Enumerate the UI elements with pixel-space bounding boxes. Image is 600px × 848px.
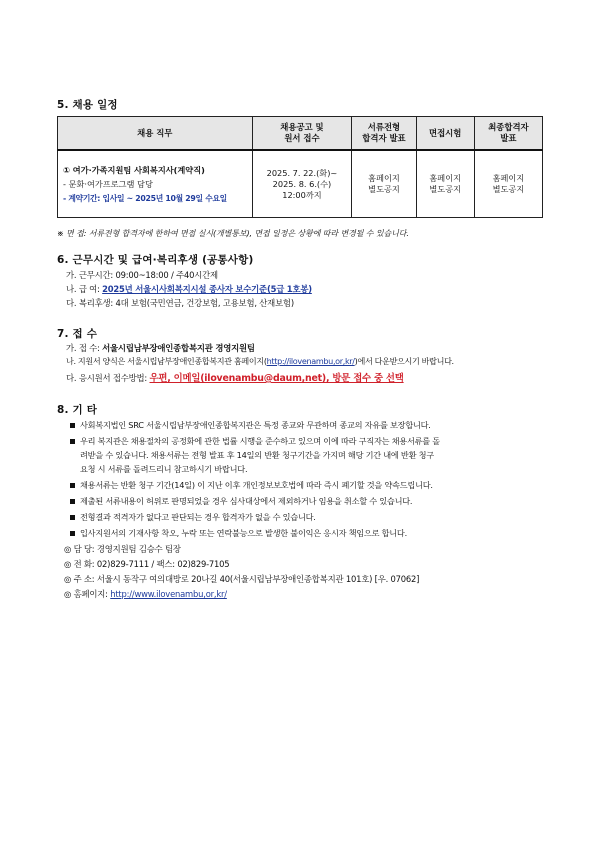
submit-method-value: 우편, 이메일(ilovenambu@daum,net), 방문 접수 중 선택 — [149, 373, 404, 384]
header-interview — [416, 117, 474, 151]
contact-address — [64, 573, 419, 585]
square-bullet-icon — [70, 423, 75, 428]
benefits-line — [66, 297, 294, 309]
contact-address-label: ◎ 주 소: — [64, 574, 95, 584]
contact-manager — [64, 543, 181, 555]
header-final-result — [474, 117, 542, 151]
job-desc: - 문화·여가프로그램 담당 — [63, 178, 153, 189]
cell-interview — [416, 150, 474, 218]
salary-value: 2025년 서울시사회복지시설 종사자 보수기준(5급 1호봉) — [102, 284, 312, 294]
header-apply — [252, 117, 352, 151]
bullet-text: 요청 시 서류를 돌려드리니 참고하시기 바랍니다. — [80, 464, 248, 474]
square-bullet-icon — [70, 499, 75, 504]
table-header-row — [58, 117, 543, 151]
header-doc-result-text: 서류전형 합격자 발표 — [362, 122, 406, 143]
bullet-text: 전형결과 적격자가 없다고 판단되는 경우 합격자가 없을 수 있습니다. — [80, 512, 316, 522]
bullet-text: 사회복지법인 SRC 서울시립남부장애인종합복지관은 특정 종교와 무관하며 종교의 자유를 보장합니다. — [80, 420, 431, 430]
square-bullet-icon — [70, 483, 75, 488]
salary-label: 나. 급 여: — [66, 284, 100, 294]
contact-phone-value: 02)829-7111 / 팩스: 02)829-7105 — [96, 559, 230, 569]
reception-line — [66, 342, 255, 354]
square-bullet-icon — [70, 531, 75, 536]
period-line3: 12:00까지 — [282, 189, 322, 200]
bullet-item — [70, 494, 543, 508]
doc-result-text: 홈페이지 별도공지 — [368, 173, 400, 194]
bullet-item — [70, 526, 543, 540]
contact-homepage — [64, 588, 227, 600]
section-8-title: 8. 기 타 — [57, 404, 98, 416]
header-job — [58, 117, 253, 151]
section-6-title: 6. 근무시간 및 급여·복리후생 (공통사항) — [57, 254, 254, 266]
bullet-text: 채용서류는 반환 청구 기간(14일) 이 지난 이후 개인정보보호법에 따라 즉시 폐기할 것을 약속드립니다. — [80, 480, 433, 490]
bullet-item — [70, 418, 543, 432]
period-line2: 2025. 8. 6.(수) — [272, 178, 332, 189]
header-job-text: 채용 직무 — [137, 127, 173, 138]
square-bullet-icon — [70, 515, 75, 520]
header-doc-result — [352, 117, 416, 151]
bullet-item — [70, 510, 543, 524]
header-interview-text: 면접시험 — [429, 127, 462, 138]
cell-final-result — [474, 150, 542, 218]
contact-phone — [64, 558, 229, 570]
header-final-result-text: 최종합격자 발표 — [488, 122, 529, 143]
form-download-label: 나. 지원서 양식은 서울시립남부장애인종합복지관 홈페이지( — [66, 356, 267, 366]
job-title: ① 여가·가족지원팀 사회복지사(계약직) — [63, 164, 205, 175]
reception-value: 서울시립남부장애인종합복지관 경영지원팀 — [102, 343, 255, 353]
form-download-line — [66, 356, 454, 367]
square-bullet-icon — [70, 439, 75, 444]
section-5-title: 5. 채용 일정 — [57, 99, 118, 111]
interview-note: ※ 면 접: 서류전형 합격자에 한하여 면접 실시(개별통보), 면접 일정은 상황에 따라 변경될 수 있습니다. — [57, 229, 409, 238]
contact-manager-label: ◎ 담 당: — [64, 544, 95, 554]
bullet-text: 제출된 서류내용이 허위로 판명되었을 경우 심사대상에서 제외하거나 임용을 취소할 수 있습니다. — [80, 496, 413, 506]
contact-address-value: 서울시 동작구 여의대방로 20나길 40(서울시립남부장애인종합복지관 101호) [우. 07062] — [96, 574, 420, 584]
work-hours-line — [66, 269, 218, 281]
form-download-suffix: )에서 다운받으시기 바랍니다. — [354, 356, 454, 366]
job-contract: - 계약기간: 입사일 ~ 2025년 10월 29일 수요일 — [63, 193, 227, 203]
submit-method-label: 다. 응시원서 접수방법: — [66, 373, 148, 383]
reception-label: 가. 접 수: — [66, 343, 100, 353]
cell-apply-period — [252, 150, 352, 218]
salary-line — [66, 283, 312, 295]
contact-homepage-label: ◎ 홈페이지: — [64, 589, 108, 599]
final-result-text: 홈페이지 별도공지 — [492, 173, 525, 194]
bullet-text: 우리 복지관은 채용절차의 공정화에 관한 법률 시행을 준수하고 있으며 이에 따라 구직자는 채용서류를 돌 — [80, 436, 440, 446]
work-hours-value: 09:00~18:00 / 주40시간제 — [115, 270, 218, 280]
cell-job — [58, 150, 253, 218]
contact-homepage-link[interactable]: http://www.ilovenambu,or,kr/ — [110, 589, 227, 599]
bullet-item — [70, 434, 543, 476]
section-7-title: 7. 접 수 — [57, 328, 98, 340]
bullet-text: 입사지원서의 기재사항 착오, 누락 또는 연락불능으로 발생한 불이익은 응시자 책임으로 합니다. — [80, 528, 407, 538]
cell-doc-result — [352, 150, 416, 218]
bullet-item — [70, 478, 543, 492]
contact-manager-value: 경영지원팀 김승수 팀장 — [96, 544, 181, 554]
header-apply-text: 채용공고 및 원서 접수 — [280, 122, 324, 143]
contact-phone-label: ◎ 전 화: — [64, 559, 95, 569]
submit-method-line — [66, 370, 404, 384]
benefits-label: 다. 복리후생: — [66, 298, 113, 308]
homepage-link[interactable]: http://ilovenambu,or,kr/ — [266, 356, 355, 366]
benefits-value: 4대 보험(국민연금, 건강보험, 고용보험, 산재보험) — [115, 298, 294, 308]
period-line1: 2025. 7. 22.(화)~ — [266, 167, 338, 178]
hiring-schedule-table — [57, 116, 543, 218]
interview-text: 홈페이지 별도공지 — [429, 173, 462, 194]
table-row — [58, 150, 543, 218]
bullet-text: 려받을 수 있습니다. 채용서류는 전형 발표 후 14일의 반환 청구기간을 가지며 해당 기간 내에 반환 청구 — [80, 450, 434, 460]
work-hours-label: 가. 근무시간: — [66, 270, 113, 280]
